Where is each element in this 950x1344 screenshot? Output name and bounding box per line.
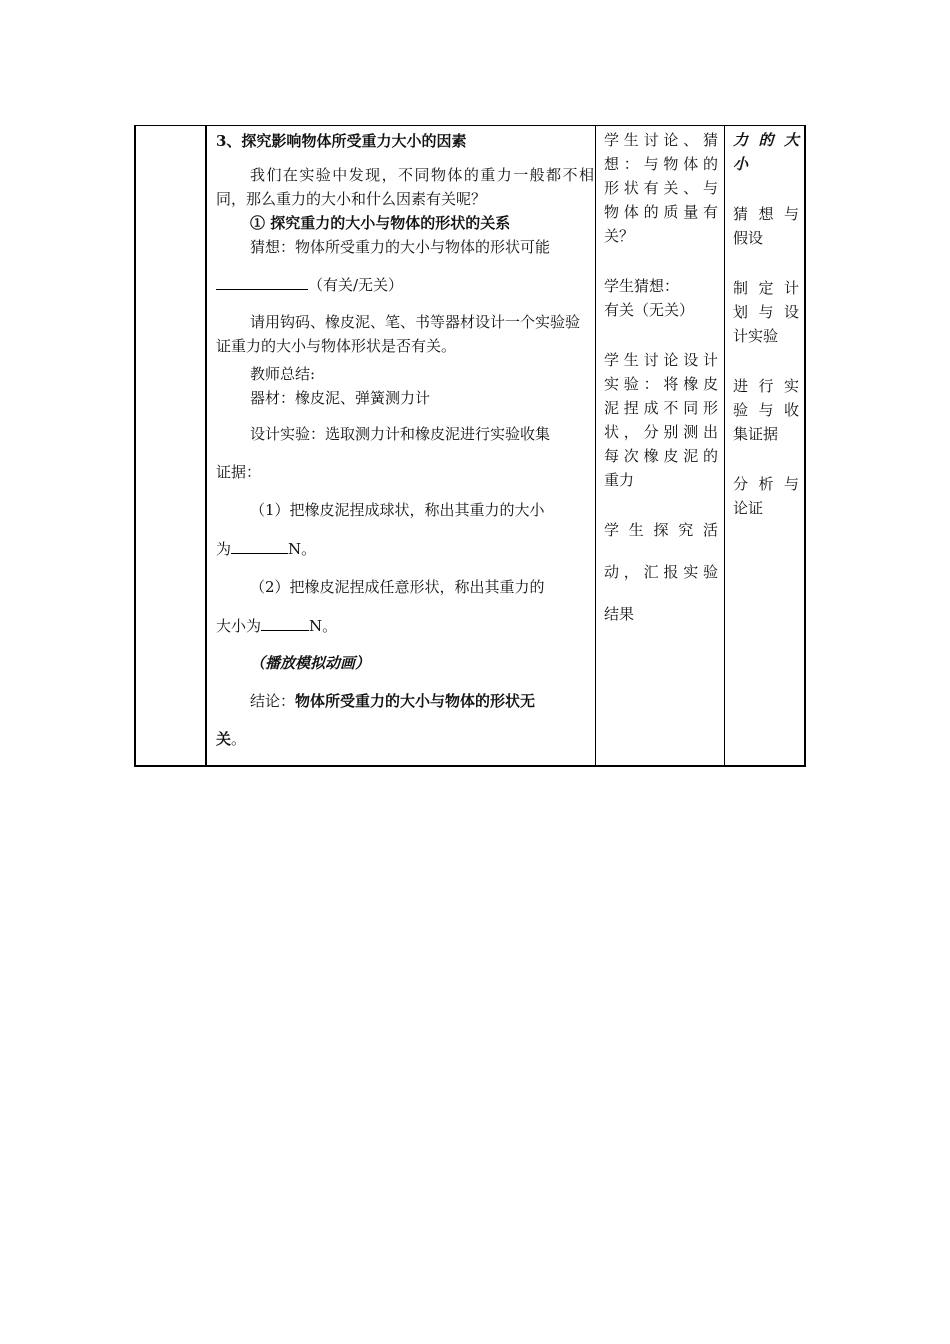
table-border-left [134, 125, 136, 767]
text-line: 论证 [733, 499, 764, 517]
inquiry-steps-cell [733, 128, 799, 520]
text-line: 制定计 [733, 279, 799, 297]
table-border-top [134, 125, 806, 126]
student-guess-block [604, 274, 718, 322]
step-guess-block [733, 202, 799, 250]
text-line: 学生讨论、猜 [604, 131, 718, 149]
text-line: 假设 [733, 229, 764, 247]
topic-block [733, 128, 799, 176]
text-line: 集证据 [733, 425, 779, 443]
step1-line1: （1）把橡皮泥捏成球状，称出其重力的大小 [250, 501, 545, 519]
table-border-bottom [134, 765, 806, 767]
text-line: 验与收 [733, 401, 799, 419]
step2-line2 [216, 613, 594, 638]
answer-blank [231, 536, 288, 554]
table-divider-1 [205, 125, 207, 767]
student-design-block [604, 348, 718, 492]
text-line: 进行实 [733, 377, 799, 395]
conclusion-label: 结论： [250, 692, 296, 710]
conclusion-line1 [216, 689, 594, 713]
text-line: 形状有关、与 [604, 179, 718, 197]
step1-unit: N。 [288, 540, 317, 558]
animation-note: （播放模拟动画） [250, 654, 371, 672]
conclusion-period: 。 [231, 730, 247, 748]
conclusion-text-end: 关 [216, 730, 232, 748]
teaching-content-cell [216, 129, 594, 751]
text-line: 重力 [604, 471, 635, 489]
text-line: 学 生 探 究 活 [604, 521, 718, 539]
intro-paragraph: 我们在实验中发现，不同物体的重力一般都不相同，那么重力的大小和什么因素有关呢？ [216, 166, 594, 208]
step2-unit: N。 [309, 617, 338, 635]
text-line: 关？ [604, 227, 635, 245]
student-activity-block [604, 518, 718, 626]
sub-heading: ① 探究重力的大小与物体的形状的关系 [250, 214, 511, 232]
text-line: 猜想与 [733, 205, 799, 223]
answer-blank [216, 272, 308, 290]
answer-blank [261, 613, 309, 631]
table-divider-2 [595, 125, 596, 767]
text-line: 小 [733, 155, 749, 173]
text-line: 物体的质量有 [604, 203, 718, 221]
text-line: 划与设 [733, 303, 799, 321]
text-line: 每次橡皮泥的 [604, 447, 718, 465]
text-line: 状，分别测出 [604, 423, 718, 441]
lesson-table [134, 125, 806, 767]
text-line: 结果 [604, 605, 635, 623]
text-line: 泥捏成不同形 [604, 399, 718, 417]
step-experiment-block [733, 374, 799, 446]
guess-options: （有关/无关） [308, 276, 404, 294]
conclusion-text: 物体所受重力的大小与物体的形状无 [295, 692, 536, 710]
step-analysis-block [733, 472, 799, 520]
text-line: 实验：将橡皮 [604, 375, 718, 393]
text-line: 力的大 [733, 131, 799, 149]
text-line: 想：与物体的 [604, 155, 718, 173]
equipment: 器材：橡皮泥、弹簧测力计 [250, 389, 431, 407]
text-line: 有关（无关） [604, 301, 695, 319]
step2-prefix: 大小为 [216, 617, 262, 635]
text-line: 学生猜想： [604, 277, 680, 295]
table-divider-3 [724, 125, 725, 767]
step1-line2 [216, 536, 594, 561]
table-border-right [804, 125, 806, 767]
section-heading: 3、探究影响物体所受重力大小的因素 [216, 132, 467, 150]
teacher-summary: 教师总结: [250, 365, 316, 383]
guess-blank-line [216, 272, 594, 297]
student-discuss-block [604, 128, 718, 248]
text-line: 计实验 [733, 327, 779, 345]
step2-line1: （2）把橡皮泥捏成任意形状，称出其重力的 [250, 578, 545, 596]
design-task: 请用钩码、橡皮泥、笔、书等器材设计一个实验验证重力的大小与物体形状是否有关。 [216, 313, 581, 355]
text-line: 分析与 [733, 475, 799, 493]
step1-prefix: 为 [216, 540, 232, 558]
guess-text: 猜想：物体所受重力的大小与物体的形状可能 [250, 238, 551, 256]
design-experiment-line1: 设计实验：选取测力计和橡皮泥进行实验收集 [250, 425, 551, 443]
text-line: 学生讨论设计 [604, 351, 718, 369]
step-plan-block [733, 276, 799, 348]
conclusion-line2 [216, 727, 594, 751]
design-experiment-line2: 证据： [216, 463, 262, 481]
text-line: 动，汇报实验 [604, 563, 718, 581]
student-activity-cell [604, 128, 718, 626]
